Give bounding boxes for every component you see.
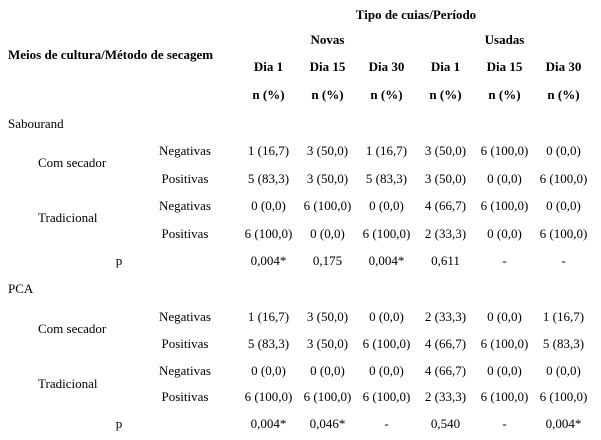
value-cell: 6 (100,0) xyxy=(480,336,529,351)
column-header: Dia 1 xyxy=(253,59,284,74)
p-value-cell: 0,046* xyxy=(309,416,346,431)
table-row xyxy=(239,336,593,352)
value-cell: 0 (0,0) xyxy=(487,226,522,241)
value-cell: 6 (100,0) xyxy=(539,226,588,241)
value-cell: 0 (0,0) xyxy=(546,363,581,378)
method-label-com-secador: Com secador xyxy=(38,321,107,336)
table-row xyxy=(239,309,593,325)
unit-header: n (%) xyxy=(252,87,285,102)
value-cell: 1 (16,7) xyxy=(542,309,585,324)
method-label-com-secador: Com secador xyxy=(38,155,107,170)
unit-header: n (%) xyxy=(311,87,344,102)
value-cell: 2 (33,3) xyxy=(424,389,467,404)
result-label: Positivas xyxy=(161,389,209,404)
value-cell: 6 (100,0) xyxy=(244,226,293,241)
column-header: Dia 15 xyxy=(486,59,523,74)
value-cell: 6 (100,0) xyxy=(480,143,529,158)
value-cell: 0 (0,0) xyxy=(251,198,286,213)
value-cell: 6 (100,0) xyxy=(244,389,293,404)
result-label: Negativas xyxy=(159,143,211,158)
value-cell: 0 (0,0) xyxy=(369,198,404,213)
column-header: Dia 1 xyxy=(430,59,461,74)
value-cell: 0 (0,0) xyxy=(546,143,581,158)
value-cell: 1 (16,7) xyxy=(247,143,290,158)
value-cell: 5 (83,3) xyxy=(247,336,290,351)
value-cell: 5 (83,3) xyxy=(365,171,408,186)
p-value-row xyxy=(239,416,593,432)
unit-header: n (%) xyxy=(429,87,462,102)
value-cell: 3 (50,0) xyxy=(306,143,349,158)
p-value-cell: 0,611 xyxy=(431,253,460,268)
p-value-cell: - xyxy=(384,416,389,431)
column-header: Dia 30 xyxy=(545,59,582,74)
value-cell: 4 (66,7) xyxy=(424,198,467,213)
unit-header: n (%) xyxy=(488,87,521,102)
result-label: Negativas xyxy=(159,363,211,378)
value-cell: 5 (83,3) xyxy=(247,171,290,186)
value-cell: 0 (0,0) xyxy=(310,226,345,241)
result-label: Positivas xyxy=(161,336,209,351)
value-cell: 6 (100,0) xyxy=(480,198,529,213)
table-row xyxy=(239,171,593,187)
unit-header: n (%) xyxy=(370,87,403,102)
result-label: Positivas xyxy=(161,171,209,186)
table-title: Tipo de cuias/Período xyxy=(355,7,477,22)
value-cell: 6 (100,0) xyxy=(303,389,352,404)
table-row xyxy=(239,389,593,405)
value-cell: 0 (0,0) xyxy=(487,309,522,324)
group-header-novas: Novas xyxy=(310,32,345,47)
p-value-cell: 0,004* xyxy=(250,253,287,268)
method-label-tradicional: Tradicional xyxy=(38,376,98,391)
p-value-cell: 0,540 xyxy=(430,416,461,431)
unit-header: n (%) xyxy=(547,87,580,102)
result-label: Negativas xyxy=(159,198,211,213)
p-value-cell: - xyxy=(502,253,507,268)
value-cell: 4 (66,7) xyxy=(424,363,467,378)
result-label: Positivas xyxy=(161,226,209,241)
table-row xyxy=(239,226,593,242)
p-value-cell: 0,004* xyxy=(368,253,405,268)
column-header: Dia 30 xyxy=(368,59,405,74)
value-cell: 6 (100,0) xyxy=(539,171,588,186)
p-value-cell: - xyxy=(502,416,507,431)
day-header-row xyxy=(239,59,593,75)
p-row-label: p xyxy=(115,253,123,268)
value-cell: 5 (83,3) xyxy=(542,336,585,351)
value-cell: 1 (16,7) xyxy=(365,143,408,158)
result-label: Negativas xyxy=(159,309,211,324)
group-header-row xyxy=(239,32,593,48)
value-cell: 4 (66,7) xyxy=(424,336,467,351)
value-cell: 3 (50,0) xyxy=(306,336,349,351)
value-cell: 2 (33,3) xyxy=(424,309,467,324)
value-cell: 0 (0,0) xyxy=(487,363,522,378)
p-value-cell: 0,175 xyxy=(312,253,343,268)
section-label-sabourand: Sabourand xyxy=(8,116,64,131)
value-cell: 0 (0,0) xyxy=(546,198,581,213)
value-cell: 3 (50,0) xyxy=(424,143,467,158)
table-row xyxy=(239,143,593,159)
method-label-tradicional: Tradicional xyxy=(38,210,98,225)
value-cell: 3 (50,0) xyxy=(306,171,349,186)
value-cell: 6 (100,0) xyxy=(480,389,529,404)
group-header-usadas: Usadas xyxy=(484,32,525,47)
p-value-row xyxy=(239,253,593,269)
value-cell: 6 (100,0) xyxy=(362,389,411,404)
value-cell: 3 (50,0) xyxy=(424,171,467,186)
value-cell: 2 (33,3) xyxy=(424,226,467,241)
column-header: Dia 15 xyxy=(309,59,346,74)
value-cell: 0 (0,0) xyxy=(251,363,286,378)
value-cell: 6 (100,0) xyxy=(303,198,352,213)
value-cell: 6 (100,0) xyxy=(362,336,411,351)
p-value-cell: - xyxy=(561,253,566,268)
value-cell: 6 (100,0) xyxy=(362,226,411,241)
value-cell: 3 (50,0) xyxy=(306,309,349,324)
unit-header-row xyxy=(239,87,593,103)
p-row-label: p xyxy=(115,416,123,431)
row-header: Meios de cultura/Método de secagem xyxy=(8,47,214,62)
value-cell: 6 (100,0) xyxy=(539,389,588,404)
value-cell: 0 (0,0) xyxy=(487,171,522,186)
section-label-pca: PCA xyxy=(8,281,34,296)
table-row xyxy=(239,363,593,379)
p-value-cell: 0,004* xyxy=(250,416,287,431)
value-cell: 0 (0,0) xyxy=(310,363,345,378)
value-cell: 0 (0,0) xyxy=(369,363,404,378)
table-row xyxy=(239,198,593,214)
value-cell: 0 (0,0) xyxy=(369,309,404,324)
p-value-cell: 0,004* xyxy=(545,416,582,431)
value-cell: 1 (16,7) xyxy=(247,309,290,324)
